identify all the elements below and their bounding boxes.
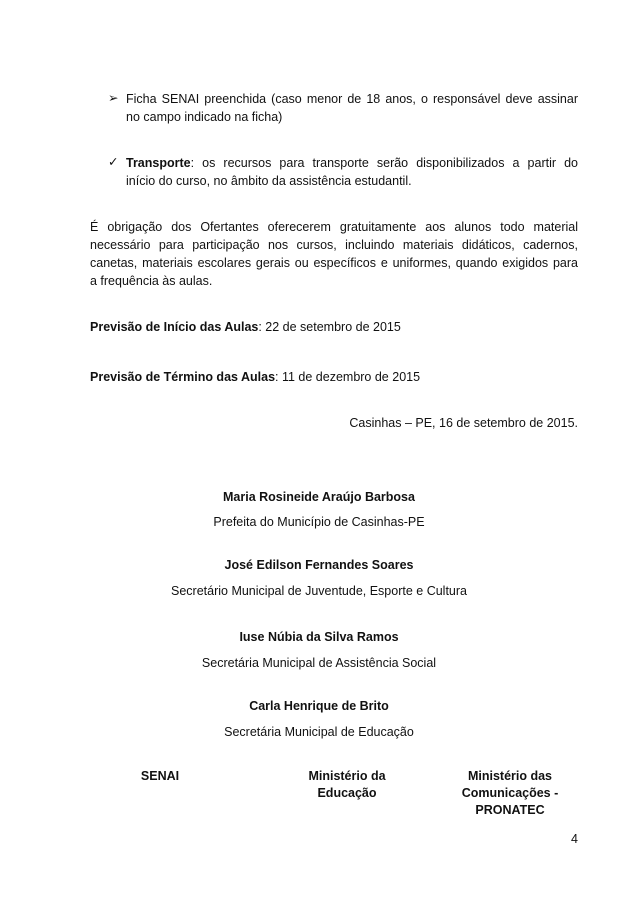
arrow-bullet-icon: ➢ <box>108 91 119 105</box>
place-date: Casinhas – PE, 16 de setembro de 2015. <box>349 416 578 430</box>
bullet-bold-label: Transporte <box>126 156 191 170</box>
class-start-label: Previsão de Início das Aulas <box>90 320 259 334</box>
institution-mec <box>272 768 422 802</box>
institution-line: Ministério da <box>308 769 386 783</box>
bullet-text <box>126 154 578 190</box>
signatory-name: Maria Rosineide Araújo Barbosa <box>223 490 415 504</box>
class-start-value: : 22 de setembro de 2015 <box>258 320 401 334</box>
obligation-paragraph <box>90 218 578 290</box>
bullet-text <box>126 90 578 126</box>
bullet-line <box>126 154 578 172</box>
class-end-value: : 11 de dezembro de 2015 <box>275 370 421 384</box>
institution-line: Comunicações - <box>461 786 559 800</box>
checkmark-bullet-icon: ✓ <box>108 155 119 169</box>
paragraph-line: É obrigação dos Ofertantes oferecerem gratuitamente aos alunos todo material <box>90 220 578 234</box>
bullet-line-rest: : os recursos para transporte serão disponibilizados a partir do <box>190 156 578 170</box>
signatory-role: Secretário Municipal de Juventude, Esporte e Cultura <box>171 584 467 598</box>
paragraph-line: necessário para participação nos cursos, incluindo materiais didáticos, cadernos, <box>90 238 578 252</box>
bullet-line: Ficha SENAI preenchida (caso menor de 18 anos, o responsável deve assinar <box>126 92 578 106</box>
bullet-line: início do curso, no âmbito da assistência estudantil. <box>126 174 412 188</box>
institution-line: Educação <box>317 786 377 800</box>
bullet-item-transporte <box>108 154 578 190</box>
institution-line: SENAI <box>140 769 180 783</box>
institution-mc-pronatec <box>440 768 580 819</box>
institution-line: PRONATEC <box>475 803 545 817</box>
page-number: 4 <box>571 832 578 846</box>
signatory-role: Prefeita do Município de Casinhas-PE <box>213 515 425 529</box>
bullet-line: no campo indicado na ficha) <box>126 110 283 124</box>
paragraph-line: a frequência às aulas. <box>90 274 213 288</box>
institution-senai <box>100 768 220 785</box>
paragraph-line: canetas, materiais escolares gerais ou específicos e uniformes, quando exigidos para <box>90 256 578 270</box>
class-end-forecast <box>90 368 420 386</box>
institution-line: Ministério das <box>467 769 553 783</box>
signatory-name: Iuse Núbia da Silva Ramos <box>239 630 399 644</box>
signatory-name: José Edilson Fernandes Soares <box>224 558 414 572</box>
signatory-role: Secretária Municipal de Assistência Social <box>201 656 437 670</box>
class-end-label: Previsão de Término das Aulas <box>90 370 276 384</box>
signatory-role: Secretária Municipal de Educação <box>224 725 414 739</box>
signatory-name: Carla Henrique de Brito <box>249 699 389 713</box>
class-start-forecast <box>90 318 401 336</box>
bullet-item-ficha-senai <box>108 90 578 126</box>
